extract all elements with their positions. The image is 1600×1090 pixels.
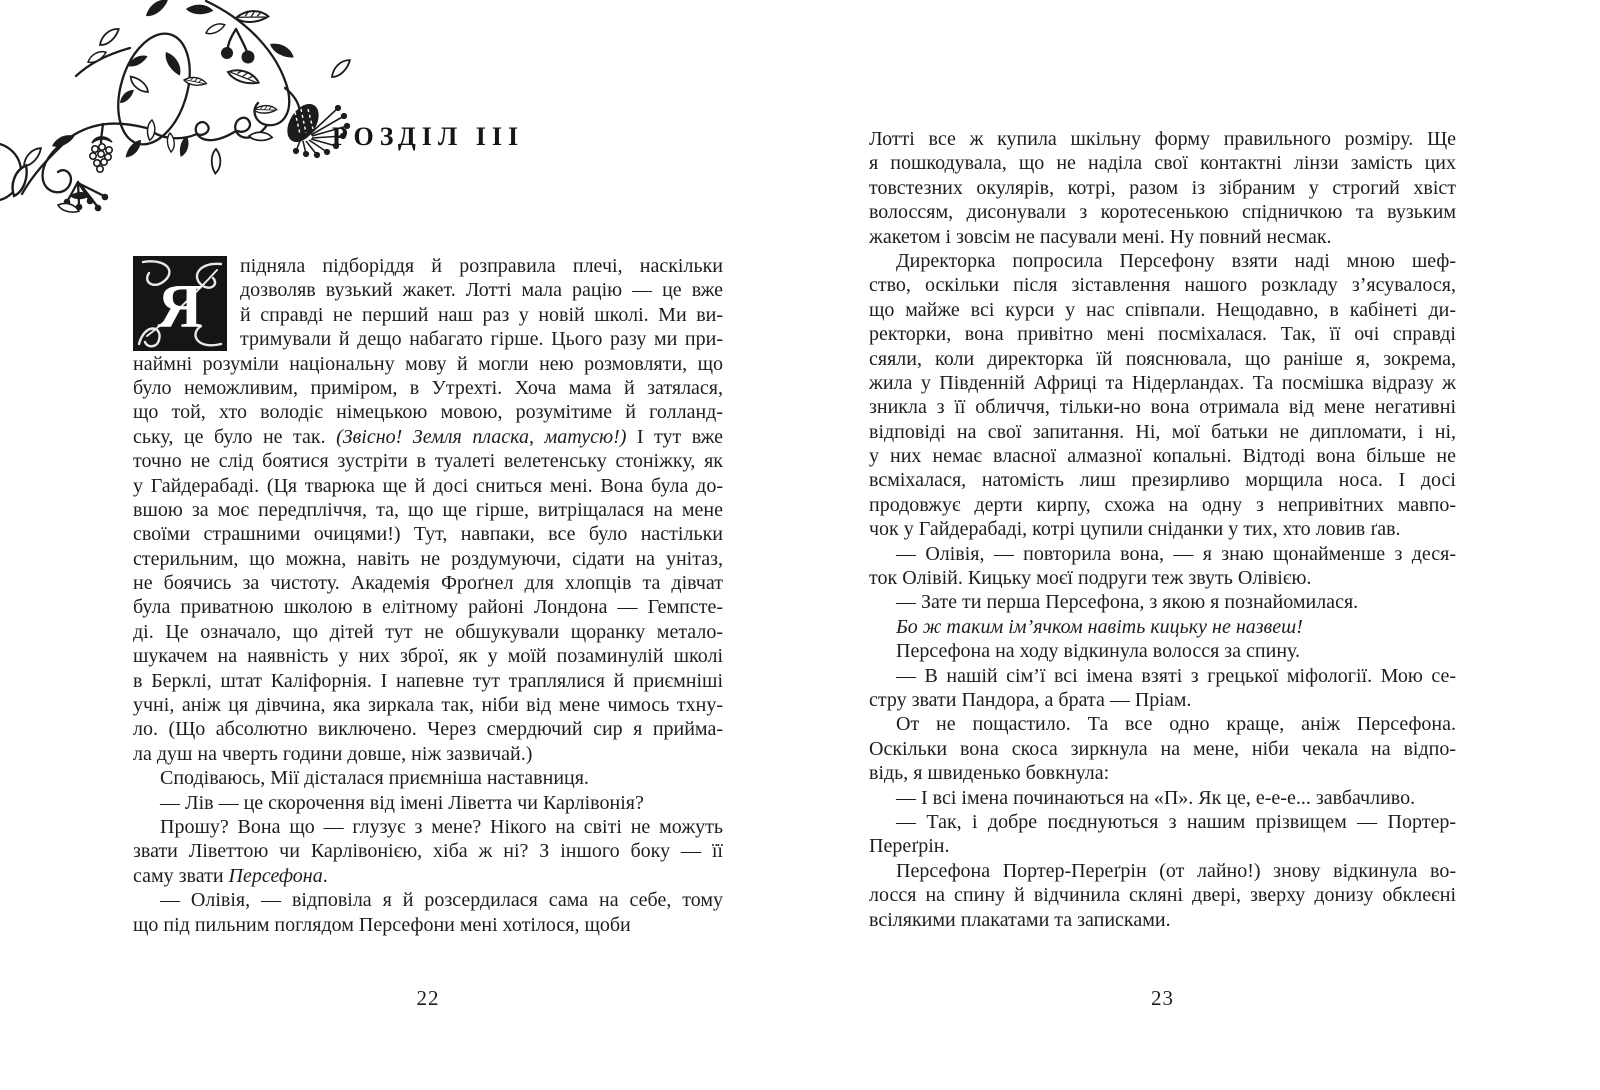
text-line: стерильним, що можна, навіть не роздумуючи, сідати на унітаз,: [133, 547, 723, 570]
text-line: — Лів — це скорочення від імені Ліветта чи Карлівонія?: [160, 791, 644, 814]
paragraph: [869, 664, 1456, 713]
text-line: — В нашій сім’ї всі імена взяті з грецької міфології. Мою се-: [896, 664, 1456, 687]
text-line: товстезних окулярів, котрі, разом із зібраним у строгий хвіст: [869, 176, 1456, 199]
text-line: була приватною школою в елітному районі Лондона — Гемпсте-: [133, 596, 723, 619]
text-line: Персефона на ходу відкинула волосся за спину.: [896, 640, 1301, 663]
text-line: — Олівія, — відповіла я й розсердилася сама на себе, тому: [160, 889, 723, 912]
page-number-right: 23: [1151, 986, 1174, 1010]
paragraph: [869, 127, 1456, 249]
text-line: точно не слід боятися зустріти в туалеті велетенську стоніжку, як: [133, 450, 723, 473]
left-page-paragraphs: [133, 254, 723, 937]
right-page: [869, 127, 1456, 932]
text-line: ство, оскільки після зіставлення нашого розкладу з’ясувалося,: [869, 274, 1456, 297]
text-line: тримували й дещо набагато гірше. Цього разу ми при-: [240, 328, 723, 351]
text-line: вшою за моє передпліччя, та, що ще гірше, витріщалася на мене: [133, 498, 723, 521]
left-page: [133, 254, 723, 937]
text-line: у них немає власної алмазної копальні. Відтоді вона більше не: [869, 445, 1456, 468]
text-line: Лотті все ж купила шкільну форму правильного розміру. Ще: [869, 128, 1456, 150]
paragraph: [133, 815, 723, 888]
dropcap-initial: [133, 256, 227, 350]
text-line: я пошкодувала, що не наділа свої контактні лінзи замість цих: [869, 152, 1456, 175]
text-line: й справді не перший наш раз у новій школі. Ми ви-: [240, 303, 723, 326]
paragraph: [869, 615, 1456, 639]
text-line: сяяли, коли директорка їй пояснювала, що раніше я, зокрема,: [869, 347, 1456, 370]
text-line: Бо ж таким ім’ячком навіть кицьку не назвеш!: [896, 615, 1303, 638]
text-line: От не пощастило. Та все одно краще, аніж Персефона.: [896, 713, 1456, 736]
paragraph: [869, 786, 1456, 810]
text-line: жакетом і зовсім не пасували мені. Ну повний несмак.: [869, 225, 1332, 248]
text-line: ток Олівій. Кицьку моєї подруги теж звуть Олівією.: [869, 567, 1312, 590]
text-line: продовжує дерти кирпу, схожа на одну з непривітних мавпо-: [869, 493, 1456, 516]
text-line: що під пильним поглядом Персефони мені хотілося, щоби: [133, 913, 631, 936]
right-page-paragraphs: [869, 127, 1456, 932]
berry: [221, 47, 233, 59]
text-line: всілякими плакатами та записками.: [869, 908, 1171, 931]
paragraph: [869, 542, 1456, 591]
text-line: саму звати Персефона.: [133, 864, 328, 887]
text-line: чок у Гайдерабаді, котрі цупили сніданки у тих, хто ловив ґав.: [869, 518, 1401, 541]
paragraph: [869, 590, 1456, 614]
text-line: відповіді на свої запитання. Ні, мої батьки не дипломати, і ні,: [869, 420, 1456, 443]
dropcap-icon: [133, 256, 227, 351]
text-line: ську, це було не так. (Звісно! Земля пласка, матусю!) І тут вже: [133, 425, 724, 448]
text-line: зникла з її обличчя, тільки-но вона отримала від мене негативні: [869, 396, 1456, 419]
berry: [242, 51, 255, 64]
paragraph: [133, 791, 723, 815]
text-line: Директорка попросила Персефону взяти наді мною шеф-: [896, 249, 1456, 272]
text-line: не боячись за чистоту. Академія Фроґнел для хлопців та дівчат: [133, 572, 723, 595]
text-line: всміхалася, натомість лиш презирливо морщила носа. І досі: [869, 469, 1456, 492]
paragraph: [869, 859, 1456, 932]
text-line: ді. Це означало, що дітей тут не обшукували щоранку метало-: [133, 620, 723, 643]
text-line: Прошу? Вона що — глузує з мене? Нікого на світі не можуть: [160, 815, 723, 838]
text-line: своїми страшними очицями!) Тут, навпаки, все було настільки: [133, 523, 723, 546]
paragraph: [869, 712, 1456, 785]
text-line: стру звати Пандора, а брата — Пріам.: [869, 688, 1192, 711]
text-line: ректорки, вона привітно мені посміхалася. Так, її очі справді: [869, 323, 1456, 346]
text-line: у Гайдерабаді. (Ця тварюка ще й досі сниться мені. Вона була до-: [133, 474, 723, 497]
text-line: що майже всі курси у нас співпали. Нещодавно, в кабінеті ди-: [869, 298, 1456, 321]
text-line: ло. (Що абсолютно виключено. Через смердючий сир я прийма-: [133, 718, 723, 741]
text-line: Переґрін.: [869, 835, 950, 858]
text-line: учні, аніж ця дівчина, яка зиркала так, ніби від мене чимось тхну-: [133, 694, 723, 717]
text-line: — І всі імена починаються на «П». Як це, е-е-е... завбачливо.: [896, 786, 1416, 809]
text-line: було неможливим, приміром, в Утрехті. Хоча мама й затялася,: [133, 376, 723, 399]
paragraph: [869, 639, 1456, 663]
text-line: — Так, і добре поєднуються з нашим прізвищем — Портер-: [896, 810, 1456, 833]
paragraph: [133, 888, 723, 937]
page-number-left: 22: [416, 986, 440, 1010]
text-line: жила у Південній Африці та Нідерландах. Та посмішка відразу ж: [869, 371, 1456, 394]
text-line: Персефона Портер-Переґрін (от лайно!) знову відкинула во-: [896, 859, 1456, 882]
text-line: — Олівія, — повторила вона, — я знаю щонайменше з деся-: [896, 542, 1456, 565]
text-line: Сподіваюсь, Мії дісталася приємніша наставниця.: [160, 767, 589, 790]
text-line: підняла підборіддя й розправила плечі, наскільки: [240, 255, 723, 277]
chapter-heading: РОЗДІЛ ІІІ: [331, 122, 525, 151]
text-line: ла душ на чверть години довше, ніж зазвичай.): [133, 742, 533, 765]
paragraph: [133, 766, 723, 790]
text-line: що той, хто володіє німецькою мовою, розумітиме й голланд-: [133, 401, 723, 424]
text-line: звати Ліветтою чи Карлівонією, хіба ж ні? З іншого боку — її: [133, 840, 723, 863]
text-line: дозволяв вузький жакет. Лотті мала рацію — це вже: [240, 279, 723, 302]
text-line: в Берклі, штат Каліфорнія. І напевне тут траплялися й приємніші: [133, 669, 723, 692]
text-line: наймні розуміли національну мову й могли нею розмовляти, що: [133, 352, 723, 375]
text-line: лосся на спину й відчинила скляні двері, зверху донизу обклеєні: [869, 884, 1456, 907]
text-line: — Зате ти перша Персефона, з якою я познайомилася.: [896, 591, 1359, 614]
text-line: волоссям, дисонували з коротесенькою спідничкою та вузьким: [869, 201, 1456, 224]
dropcap-letter: Я: [157, 273, 203, 341]
text-line: шукачем на наявність у них зброї, як у моїй позаминулій школі: [133, 645, 723, 668]
text-line: Оскільки вона скоса зиркнула на мене, ніби чекала на відпо-: [869, 737, 1456, 760]
paragraph: [869, 249, 1456, 542]
text-line: відь, я швиденько бовкнула:: [869, 762, 1110, 785]
paragraph: [869, 810, 1456, 859]
